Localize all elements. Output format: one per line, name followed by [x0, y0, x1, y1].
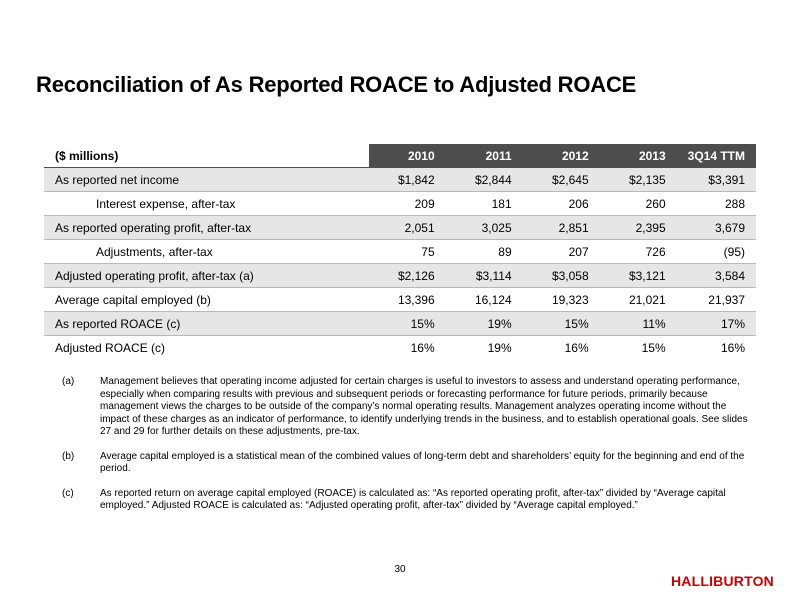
row-label: As reported net income — [44, 168, 369, 192]
table-cell: 89 — [446, 240, 523, 264]
table-cell: 207 — [523, 240, 600, 264]
table-header-row — [44, 144, 756, 168]
table-row — [44, 288, 756, 312]
roace-table — [44, 144, 756, 359]
table-row — [44, 240, 756, 264]
table-cell: 260 — [600, 192, 677, 216]
table-row — [44, 264, 756, 288]
column-header: 2013 — [600, 144, 677, 168]
footnote-key: (a) — [62, 376, 75, 387]
row-label: Interest expense, after-tax — [44, 192, 369, 216]
table-cell: (95) — [677, 240, 756, 264]
table-cell: 17% — [677, 312, 756, 336]
table-cell: 16% — [564, 340, 589, 355]
table-cell: $2,844 — [446, 168, 523, 192]
table-cell: 3,584 — [677, 264, 756, 288]
table-cell: 3,025 — [446, 216, 523, 240]
table-cell: 21,937 — [677, 288, 756, 312]
table-cell: $1,842 — [369, 168, 446, 192]
table-cell: $3,058 — [523, 264, 600, 288]
footnote — [62, 488, 752, 513]
table-cell: 3,679 — [677, 216, 756, 240]
table-cell: 11% — [600, 312, 677, 336]
table-cell: 16,124 — [446, 288, 523, 312]
table-cell: 19% — [487, 340, 512, 355]
table-cell: $2,135 — [600, 168, 677, 192]
table-cell: 75 — [369, 240, 446, 264]
table-cell: 2,395 — [600, 216, 677, 240]
table-row — [44, 192, 756, 216]
table-cell: 209 — [369, 192, 446, 216]
column-header: 2010 — [369, 144, 446, 168]
table-cell: 15% — [523, 312, 600, 336]
table-cell: 2,051 — [369, 216, 446, 240]
table-row — [44, 216, 756, 240]
row-label: As reported ROACE (c) — [44, 312, 369, 336]
table-row — [44, 168, 756, 192]
table-cell: $2,645 — [523, 168, 600, 192]
table-cell: 15% — [641, 340, 666, 355]
footnote-text: Average capital employed is a statistical mean of the combined values of long-term debt and shareholders’ equity for the beginning and end of the period. — [100, 450, 745, 474]
row-label: Average capital employed (b) — [44, 288, 369, 312]
table-cell: $3,391 — [677, 168, 756, 192]
row-label: Adjustments, after-tax — [44, 240, 369, 264]
table-cell: 13,396 — [369, 288, 446, 312]
footnote-key: (b) — [62, 450, 75, 462]
halliburton-logo: HALLIBURTON — [670, 573, 774, 589]
table-cell: $3,121 — [600, 264, 677, 288]
table-cell: 181 — [446, 192, 523, 216]
footnote-text: Management believes that operating income adjusted for certain charges is useful to investors to assess and understand operating performance, especially when comparing results with previous and subsequent periods or forecasting performance for future periods, primarily because management views the charges to be outside of the company’s normal operating results. Management analyzes operating income without the impact of these charges as an indicator of performance, to identify underlying trends in the business, and to establish operational goals. See slides 27 and 29 for further details on these adjustments, pre-tax. — [100, 376, 748, 437]
table-row — [44, 336, 756, 360]
table-cell: 16% — [720, 340, 745, 355]
row-label: As reported operating profit, after-tax — [44, 216, 369, 240]
table-cell: $2,126 — [369, 264, 446, 288]
footnote — [62, 451, 752, 476]
page-title: Reconciliation of As Reported ROACE to Adjusted ROACE — [36, 72, 637, 97]
row-label: Adjusted ROACE (c) — [55, 340, 166, 355]
table-cell: 19% — [446, 312, 523, 336]
table-cell: $3,114 — [446, 264, 523, 288]
footnote-key: (c) — [62, 487, 74, 499]
table-cell: 19,323 — [523, 288, 600, 312]
column-header: 3Q14 TTM — [677, 144, 756, 168]
footnote — [62, 376, 752, 439]
table-cell: 206 — [523, 192, 600, 216]
table-row — [44, 312, 756, 336]
table-cell: 15% — [369, 312, 446, 336]
footnote-text: As reported return on average capital employed (ROACE) is calculated as: “As reported operating profit, after-tax” divided by “Average capital employed.” Adjusted ROACE is calculated as: “Adjusted operating profit, after-tax” divided by “Average capital employed.” — [100, 487, 726, 511]
table-cell: 21,021 — [600, 288, 677, 312]
column-header: 2011 — [446, 144, 523, 168]
table-cell: 2,851 — [523, 216, 600, 240]
footnotes — [62, 376, 752, 525]
table-cell: 726 — [600, 240, 677, 264]
column-header: 2012 — [523, 144, 600, 168]
column-header-label: ($ millions) — [44, 144, 369, 168]
row-label: Adjusted operating profit, after-tax (a) — [44, 264, 369, 288]
table-cell: 16% — [410, 340, 435, 355]
page-number: 30 — [394, 564, 406, 575]
table-cell: 288 — [677, 192, 756, 216]
